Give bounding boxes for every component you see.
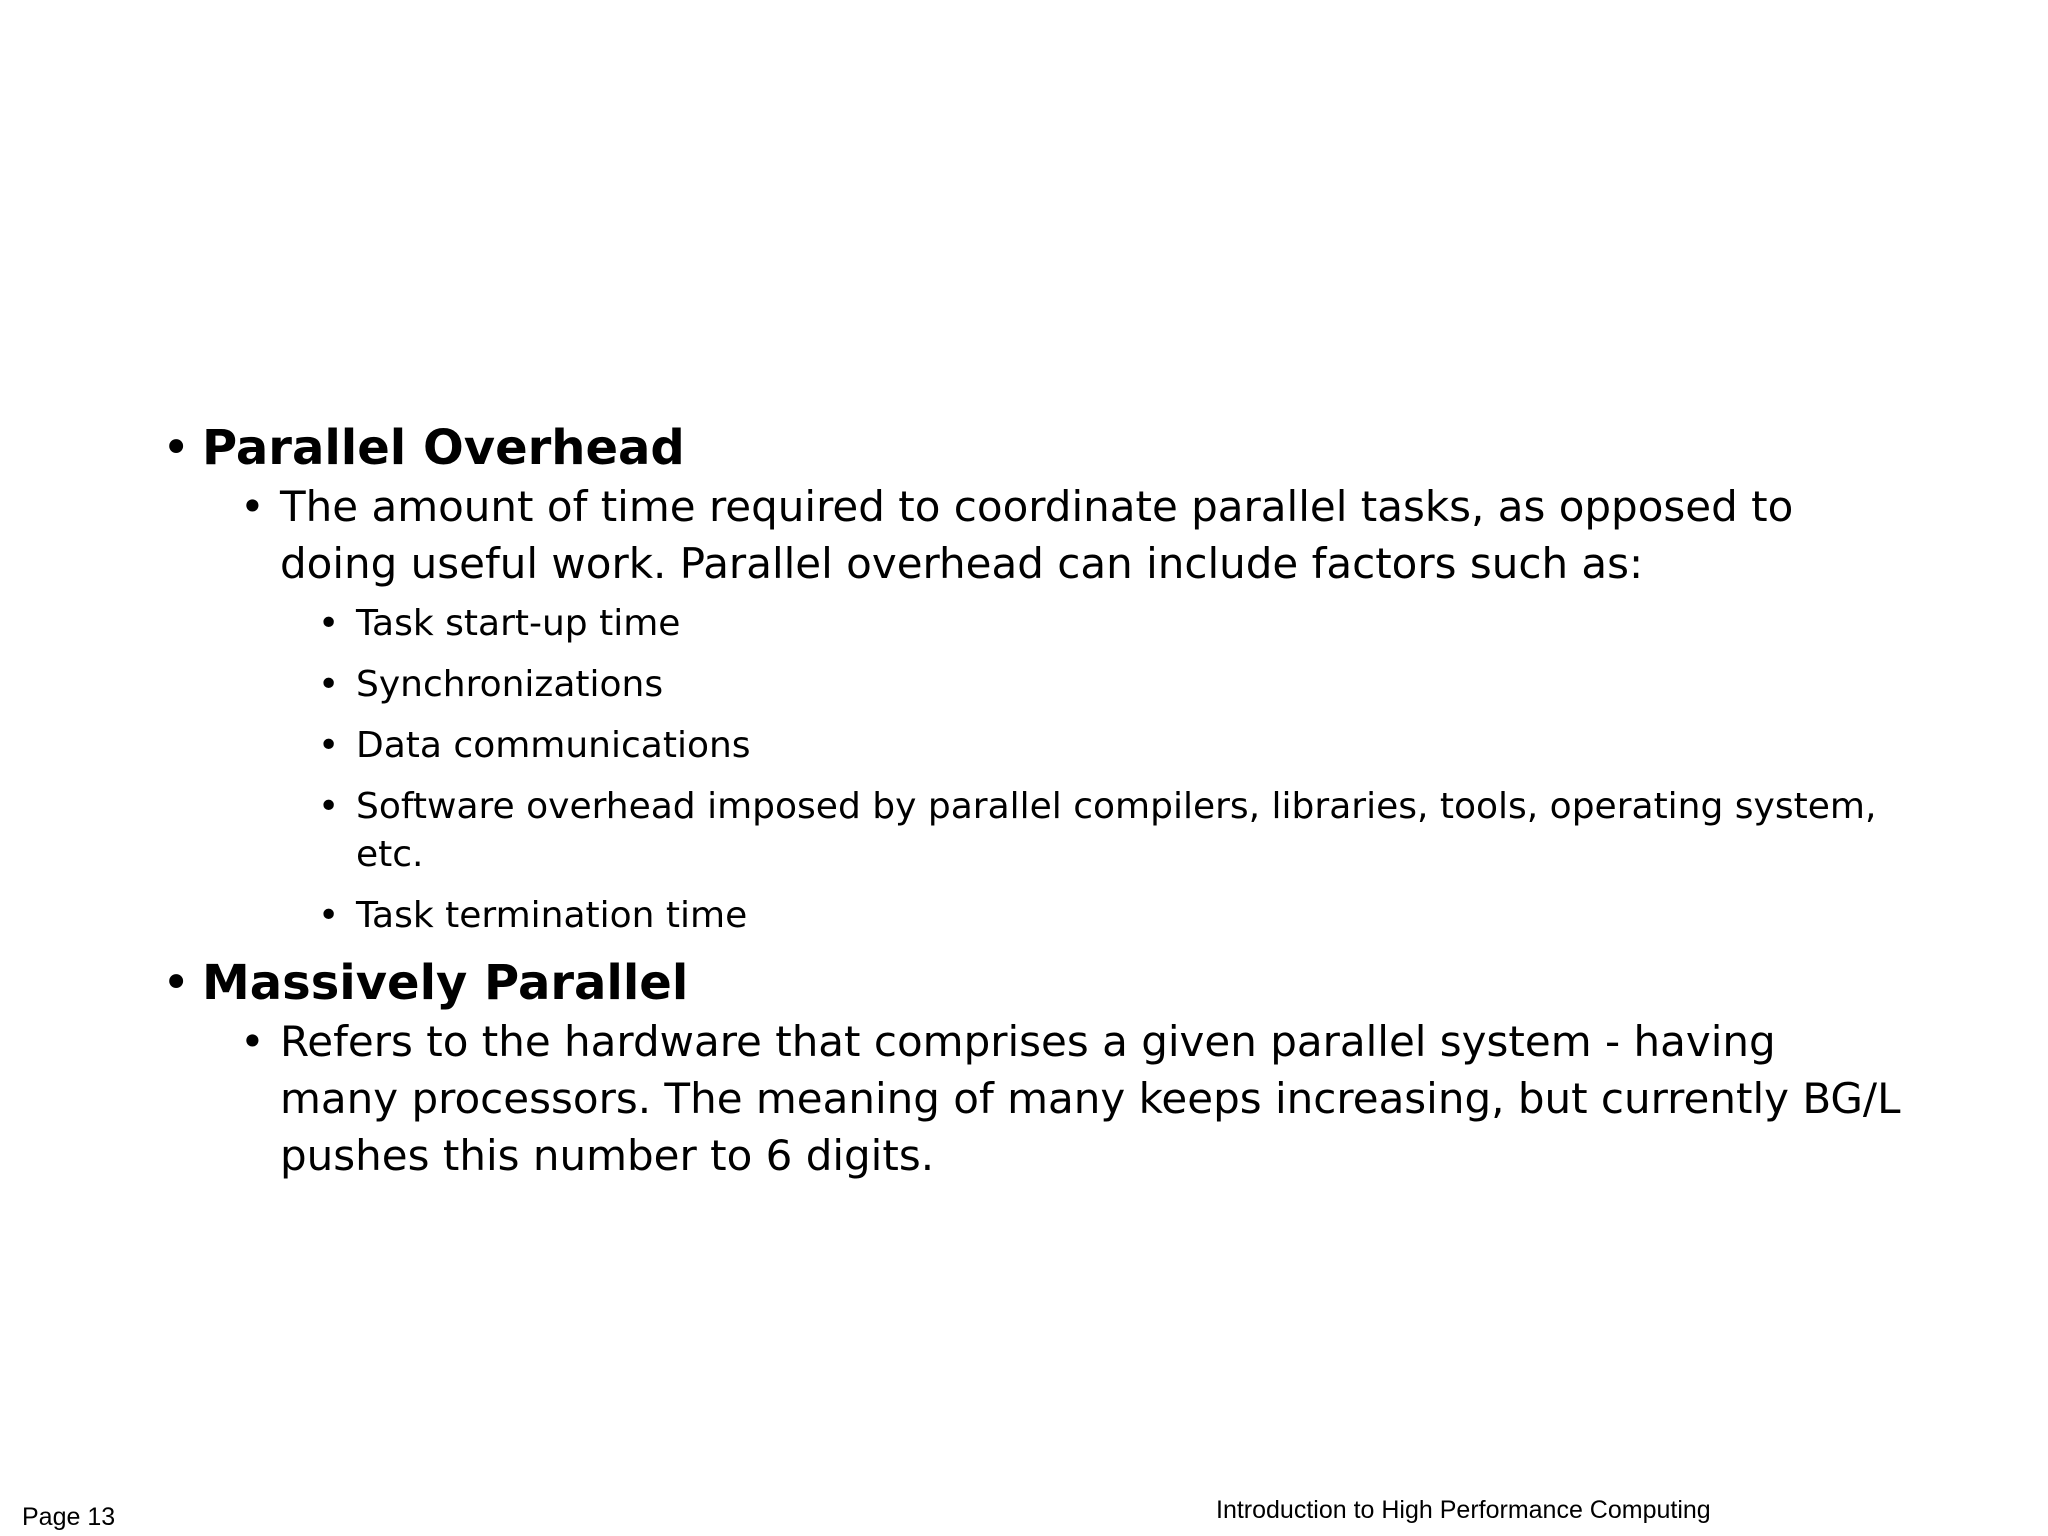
bullet-icon: • xyxy=(318,603,340,644)
section-heading-text: Parallel Overhead xyxy=(202,420,685,476)
footer-title: Introduction to High Performance Computing xyxy=(1216,1496,1711,1524)
list-item-text: Synchronizations xyxy=(356,664,664,705)
section-body xyxy=(240,478,1902,940)
bullet-icon: • xyxy=(162,420,191,476)
list-item xyxy=(318,722,1902,770)
bullet-icon: • xyxy=(162,955,191,1011)
bullet-icon: • xyxy=(240,1017,265,1066)
section-heading xyxy=(162,953,1902,1013)
section-body xyxy=(240,1013,1902,1184)
list-item-text: Data communications xyxy=(356,725,751,766)
list-item-text: Software overhead imposed by parallel compilers, libraries, tools, operating system, etc. xyxy=(356,786,1877,875)
bullet-icon: • xyxy=(318,786,340,827)
list-item-text: Task start-up time xyxy=(356,603,681,644)
section-description xyxy=(240,478,1902,592)
bullet-icon: • xyxy=(318,895,340,936)
section-description-text: The amount of time required to coordinate parallel tasks, as opposed to doing useful work. Parallel overhead can include factors such as: xyxy=(280,482,1794,588)
slide-content xyxy=(162,418,1902,1192)
bullet-icon: • xyxy=(318,725,340,766)
section-heading xyxy=(162,418,1902,478)
list-item-text: Task termination time xyxy=(356,895,748,936)
list-item xyxy=(318,600,1902,648)
bullet-icon: • xyxy=(318,664,340,705)
list-item xyxy=(318,892,1902,940)
page-number: Page 13 xyxy=(22,1503,116,1531)
section-description xyxy=(240,1013,1902,1184)
section-description-text: Refers to the hardware that comprises a given parallel system - having many processors. The meaning of many keeps increasing, but currently BG/L pushes this number to 6 digits. xyxy=(280,1017,1901,1180)
section-heading-text: Massively Parallel xyxy=(202,955,689,1011)
list-item xyxy=(318,783,1902,879)
factor-list xyxy=(318,600,1902,940)
list-item xyxy=(318,661,1902,709)
bullet-icon: • xyxy=(240,482,265,531)
